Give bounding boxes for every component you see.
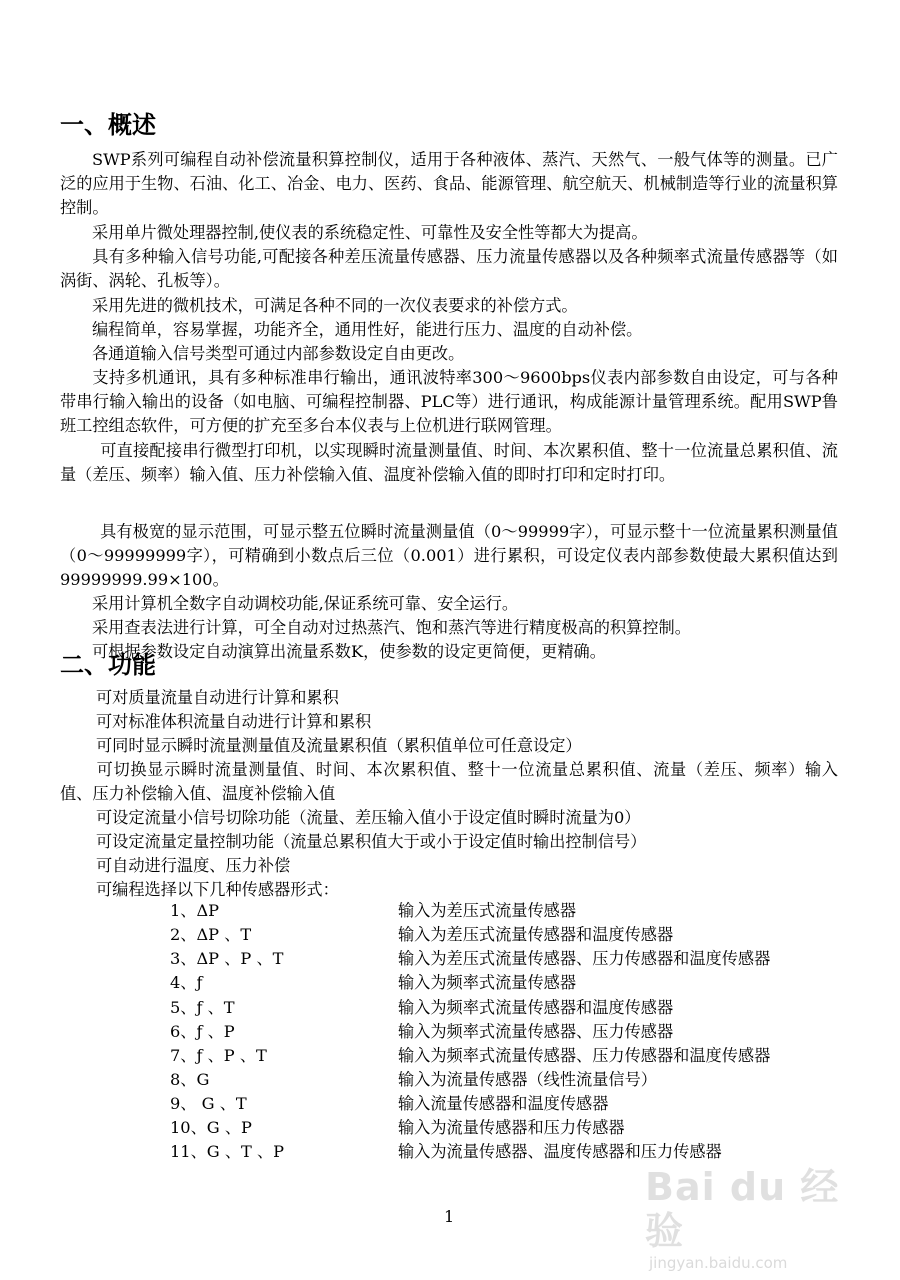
sensor-code: 6、ƒ 、P — [170, 1022, 235, 1041]
sensor-code: 9、 G 、T — [170, 1094, 247, 1113]
paragraph-display-range: 具有极宽的显示范围，可显示整五位瞬时流量测量值（0～99999字），可显示整十一位流量累积测量值（0～99999999字），可精确到小数点后三位（0.001）进行累积，可设定仪表内部参数使最大累积值达到99999999.99×100。 — [60, 522, 838, 590]
function-item: 可设定流量定量控制功能（流量总累积值大于或小于设定值时输出控制信号） — [96, 832, 647, 851]
page-number: 1 — [444, 1207, 455, 1226]
function-item: 可对标准体积流量自动进行计算和累积 — [96, 712, 372, 731]
sensor-code: 5、ƒ 、T — [170, 998, 235, 1017]
sensor-desc: 输入为流量传感器、温度传感器和压力传感器 — [398, 1142, 722, 1161]
sensor-code: 4、ƒ — [170, 973, 203, 992]
function-item: 可切换显示瞬时流量测量值、时间、本次累积值、整十一位流量总累积值、流量（差压、频率）输入值、压力补偿输入值、温度补偿输入值 — [60, 760, 838, 804]
sensor-desc: 输入为频率式流量传感器、压力传感器和温度传感器 — [398, 1046, 771, 1065]
sensor-desc: 输入为流量传感器和压力传感器 — [398, 1118, 625, 1137]
paragraph-printer: 可直接配接串行微型打印机，以实现瞬时流量测量值、时间、本次累积值、整十一位流量总累积值、流量（差压、频率）输入值、压力补偿输入值、温度补偿输入值的即时打印和定时打印。 — [60, 441, 838, 485]
sensor-desc: 输入流量传感器和温度传感器 — [398, 1094, 609, 1113]
section-1-title: 一、概述 — [60, 111, 156, 139]
paragraph-microcomputer: 采用先进的微机技术，可满足各种不同的一次仪表要求的补偿方式。 — [92, 296, 578, 315]
paragraph-coefficient-k: 可根据参数设定自动演算出流量系数K，使参数的设定更简便，更精确。 — [92, 642, 606, 661]
function-item: 可自动进行温度、压力补偿 — [96, 856, 291, 875]
paragraph-calibration: 采用计算机全数字自动调校功能,保证系统可靠、安全运行。 — [92, 594, 519, 613]
paragraph-overview: SWP系列可编程自动补偿流量积算控制仪，适用于各种液体、蒸汽、天然气、一般气体等的测量。已广泛的应用于生物、石油、化工、冶金、电力、医药、食品、能源管理、航空航天、机械制造等行业的流量积算控制。 — [60, 150, 838, 218]
function-item: 可对质量流量自动进行计算和累积 — [96, 688, 339, 707]
paragraph-microprocessor: 采用单片微处理器控制,使仪表的系统稳定性、可靠性及安全性等都大为提高。 — [92, 223, 648, 242]
sensor-code: 2、ΔP 、T — [170, 925, 252, 944]
sensor-code: 3、ΔP 、P 、T — [170, 949, 284, 968]
sensor-code: 1、ΔP — [170, 901, 220, 920]
sensor-code: 8、G — [170, 1070, 210, 1089]
sensor-desc: 输入为频率式流量传感器和温度传感器 — [398, 998, 674, 1017]
paragraph-channel-config: 各通道输入信号类型可通过内部参数设定自由更改。 — [92, 344, 465, 363]
paragraph-lookup-table: 采用查表法进行计算，可全自动对过热蒸汽、饱和蒸汽等进行精度极高的积算控制。 — [92, 618, 691, 637]
sensor-desc: 输入为差压式流量传感器和温度传感器 — [398, 925, 674, 944]
section-2-title: 二、功能 — [60, 651, 156, 679]
function-item: 可设定流量小信号切除功能（流量、差压输入值小于设定值时瞬时流量为0） — [96, 808, 641, 827]
paragraph-programming: 编程简单，容易掌握，功能齐全，通用性好，能进行压力、温度的自动补偿。 — [92, 320, 643, 339]
sensor-desc: 输入为差压式流量传感器、压力传感器和温度传感器 — [398, 949, 771, 968]
sensor-desc: 输入为频率式流量传感器 — [398, 973, 577, 992]
sensor-desc: 输入为频率式流量传感器、压力传感器 — [398, 1022, 674, 1041]
baidu-jingyan-watermark — [645, 1165, 875, 1272]
function-item: 可同时显示瞬时流量测量值及流量累积值（累积值单位可任意设定） — [96, 736, 582, 755]
sensor-desc: 输入为差压式流量传感器 — [398, 901, 577, 920]
paragraph-communication: 支持多机通讯，具有多种标准串行输出，通讯波特率300～9600bps仪表内部参数自由设定，可与各种带串行输入输出的设备（如电脑、可编程控制器、PLC等）进行通讯，构成能源计量管理系统。配用SWP鲁班工控组态软件，可方便的扩充至多台本仪表与上位机进行联网管理。 — [60, 368, 838, 436]
sensor-code: 7、ƒ 、P 、T — [170, 1046, 267, 1065]
sensor-code: 10、G 、P — [170, 1118, 252, 1137]
sensor-desc: 输入为流量传感器（线性流量信号） — [398, 1070, 657, 1089]
watermark-logo: Bai du 经验 — [645, 1165, 840, 1253]
watermark-url: jingyan.baidu.com — [649, 1254, 788, 1272]
sensor-code: 11、G 、T 、P — [170, 1142, 285, 1161]
paragraph-input-signals: 具有多种输入信号功能,可配接各种差压流量传感器、压力流量传感器以及各种频率式流量传感器等（如涡街、涡轮、孔板等）。 — [60, 247, 838, 291]
function-item: 可编程选择以下几种传感器形式： — [96, 880, 339, 899]
